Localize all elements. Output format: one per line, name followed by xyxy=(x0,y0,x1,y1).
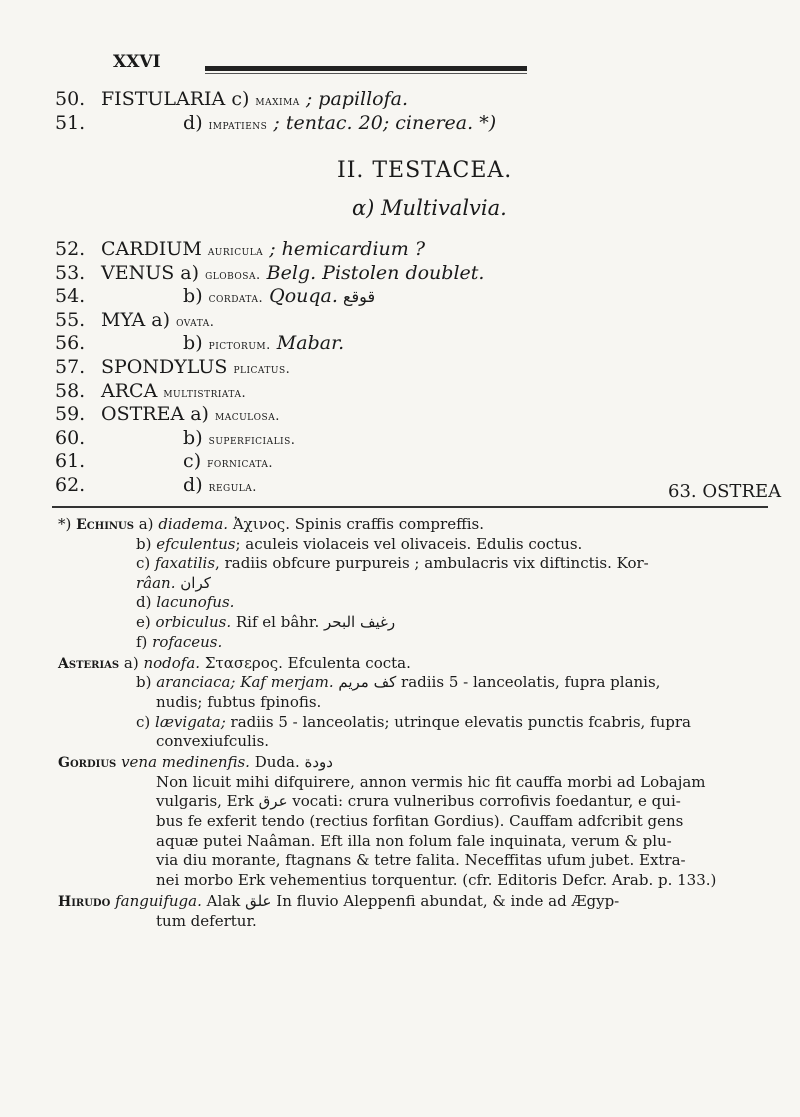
description-text: aquæ putei Naâman. Eft illa non folum fale inquinata, verum & plu- xyxy=(156,831,672,850)
footnote-line xyxy=(156,731,269,751)
entry-row xyxy=(55,112,496,134)
entry-number: 62. xyxy=(55,474,86,496)
entry-number: 57. xyxy=(55,356,86,378)
entry-row xyxy=(55,262,484,284)
description-text: via diu morante, ftagnans & tetre falita. Neceffitas ufum jubet. Extra- xyxy=(156,851,686,870)
footnote-line xyxy=(136,573,211,593)
genus-name: OSTREA xyxy=(101,403,191,426)
footnote-line xyxy=(136,553,649,573)
header-rule xyxy=(205,66,527,71)
description-text: nudis; fubtus fpinofis. xyxy=(156,692,322,711)
genus-indent xyxy=(101,285,183,307)
species-term: nodofa. xyxy=(143,653,201,672)
genus-indent xyxy=(101,450,183,472)
description-text: كران xyxy=(175,573,211,592)
genus-indent xyxy=(101,474,183,496)
genus-name: MYA xyxy=(101,308,152,331)
section-title: II. TESTACEA. xyxy=(337,158,513,183)
variety-letter: d) xyxy=(136,593,157,612)
species-name: maxima xyxy=(255,94,300,109)
description-text: Non licuit mihi difquirere, annon vermis hic fit cauffa morbi ad Lobajam xyxy=(156,772,706,791)
genus-name: CARDIUM xyxy=(101,238,208,260)
footnote-line xyxy=(156,692,321,712)
entry-row xyxy=(55,356,290,378)
description-text: Στασερος. Efculenta cocta. xyxy=(200,653,411,672)
species-term: aranciaca; Kaf merjam. xyxy=(156,673,334,692)
entry-number: 53. xyxy=(55,261,86,284)
footnote-line xyxy=(156,911,257,931)
genus-name: ARCA xyxy=(101,379,164,402)
entry-number: 61. xyxy=(55,450,86,473)
variety-letter: a) xyxy=(151,308,177,331)
entry-row xyxy=(55,427,295,449)
variety-letter: b) xyxy=(136,534,157,553)
description-text: radiis 5 - lanceolatis; utrinque elevatis punctis fcabris, fupra xyxy=(225,712,691,731)
genus-name: VENUS xyxy=(101,261,181,284)
footnote-line xyxy=(156,811,683,831)
entry-number: 52. xyxy=(55,238,86,260)
footnote-line xyxy=(136,592,234,612)
footnote-line xyxy=(58,653,411,674)
footnote-line xyxy=(58,752,333,773)
genus-label: Gordius xyxy=(58,755,117,772)
species-term: faxatilis xyxy=(155,554,216,573)
species-term: orbiculus. xyxy=(155,613,232,631)
entry-row xyxy=(55,238,425,260)
entry-row xyxy=(55,332,344,354)
variety-letter: b) xyxy=(183,285,209,308)
species-name: ovata. xyxy=(176,314,215,330)
entry-note: Qouqa. xyxy=(263,285,338,308)
entry-number: 56. xyxy=(55,332,86,355)
genus-label: Asterias xyxy=(58,655,120,672)
species-name: superficialis. xyxy=(208,432,296,448)
description-text: convexiufculis. xyxy=(156,732,270,751)
variety-letter: f) xyxy=(136,632,153,651)
footnote-line xyxy=(156,772,706,792)
footnote-line xyxy=(136,534,582,554)
genus-label: Echinus xyxy=(76,517,134,533)
entry-note: Belg. Pistolen doublet. xyxy=(260,261,485,284)
catchword: 63. OSTREA xyxy=(668,481,782,502)
variety-letter: c) xyxy=(183,450,208,473)
description-text: tum defertur. xyxy=(156,911,257,930)
species-name: multistriata. xyxy=(163,385,247,401)
species-name: pictorum. xyxy=(208,338,271,354)
species-term: lævigata; xyxy=(155,712,226,731)
footnote-line xyxy=(136,712,691,732)
variety-letter: a) xyxy=(190,403,215,426)
species-name: impatiens xyxy=(208,118,268,133)
species-term: fanguifuga. xyxy=(115,891,202,910)
variety-letter: b) xyxy=(183,332,209,355)
footnote-line xyxy=(156,831,672,851)
genus-indent xyxy=(101,112,183,134)
entry-number: 54. xyxy=(55,285,86,308)
description-text: Rif el bâhr. رغيف البحر xyxy=(231,613,396,631)
description-text: ; aculeis violaceis vel olivaceis. Edulis coctus. xyxy=(235,534,583,553)
description-text: Ἀχινος. Spinis craffis compreffis. xyxy=(228,515,484,533)
arabic-name: قوقع xyxy=(337,287,376,307)
variety-letter: d) xyxy=(183,112,209,134)
description-text: vulgaris, Erk عرق vocati: crura vulneribus corrofivis foedantur, e qui- xyxy=(156,792,681,811)
species-name: cordata. xyxy=(208,291,264,307)
species-term: diadema. xyxy=(158,515,229,533)
variety-letter: b) xyxy=(136,673,157,692)
description-text: , radiis obfcure purpureis ; ambulacris vix diftinctis. Kor- xyxy=(215,554,649,573)
variety-letter: d) xyxy=(183,474,209,496)
entry-note: Mabar. xyxy=(270,332,345,355)
species-name: maculosa. xyxy=(214,409,280,425)
footnote-line xyxy=(156,791,681,811)
variety-letter: b) xyxy=(183,426,209,449)
footnote-line xyxy=(156,870,716,890)
description-text: Duda. دودة xyxy=(249,753,333,772)
genus-label: Hirudo xyxy=(58,893,111,910)
variety-letter: c) xyxy=(136,712,156,731)
description-text: bus fe exferit tendo (rectius forfitan Gordius). Cauffam adfcribit gens xyxy=(156,812,684,830)
entry-row xyxy=(55,474,257,496)
description-text: كف مريم radiis 5 - lanceolatis, fupra planis, xyxy=(333,673,661,692)
variety-letter: a) xyxy=(180,261,206,284)
genus-name: SPONDYLUS xyxy=(101,356,234,378)
header-rule-thin xyxy=(205,73,527,74)
species-name: auricula xyxy=(207,244,264,259)
description-text: nei morbo Erk vehementius torquentur. (cfr. Editoris Defcr. Arab. p. 133.) xyxy=(156,870,717,889)
entry-row xyxy=(55,380,246,402)
entry-number: 50. xyxy=(55,88,86,110)
entry-number: 58. xyxy=(55,379,86,402)
footnote-line xyxy=(156,850,686,870)
species-term: rofaceus. xyxy=(152,632,223,651)
species-name: regula. xyxy=(208,480,257,495)
entry-note: ; papillofa. xyxy=(299,88,409,110)
species-term: efculentus xyxy=(156,534,236,553)
species-term: râan. xyxy=(136,573,176,592)
species-term: vena medinenfis. xyxy=(121,753,250,772)
entry-note: ; hemicardium ? xyxy=(263,238,426,260)
entry-row xyxy=(55,88,408,110)
variety-letter: a) xyxy=(119,653,144,672)
footnote-divider xyxy=(52,506,768,508)
genus-indent xyxy=(101,427,183,449)
footnote-line xyxy=(136,632,222,652)
entry-row xyxy=(55,403,280,425)
genus-indent xyxy=(101,332,183,354)
species-name: plicatus. xyxy=(233,362,291,377)
entry-number: 51. xyxy=(55,112,86,134)
variety-letter: e) xyxy=(136,613,156,631)
footnote-line xyxy=(136,672,660,692)
entry-row xyxy=(55,450,273,472)
species-term: lacunofus. xyxy=(156,593,235,612)
footnote-marker: *) xyxy=(58,515,77,533)
footnote-line xyxy=(58,891,619,912)
variety-letter: c) xyxy=(136,554,156,573)
entry-row xyxy=(55,285,375,307)
footnote-line xyxy=(136,612,395,632)
species-name: fornicata. xyxy=(207,456,274,472)
entry-number: 60. xyxy=(55,426,86,449)
section-subtitle: α) Multivalvia. xyxy=(352,196,507,220)
entry-note: ; tentac. 20; cinerea. *) xyxy=(267,112,497,134)
variety-letter: a) xyxy=(133,515,159,533)
variety-letter: c) xyxy=(231,88,256,110)
entry-row xyxy=(55,309,214,331)
species-name: globosa. xyxy=(205,267,261,283)
footnote-line xyxy=(58,514,484,535)
description-text: Alak علق In fluvio Aleppenfi abundat, & inde ad Ægyp- xyxy=(201,891,620,910)
entry-number: 59. xyxy=(55,403,86,426)
page-number: XXVI xyxy=(113,52,161,72)
genus-name: FISTULARIA xyxy=(101,88,232,110)
entry-number: 55. xyxy=(55,308,86,331)
